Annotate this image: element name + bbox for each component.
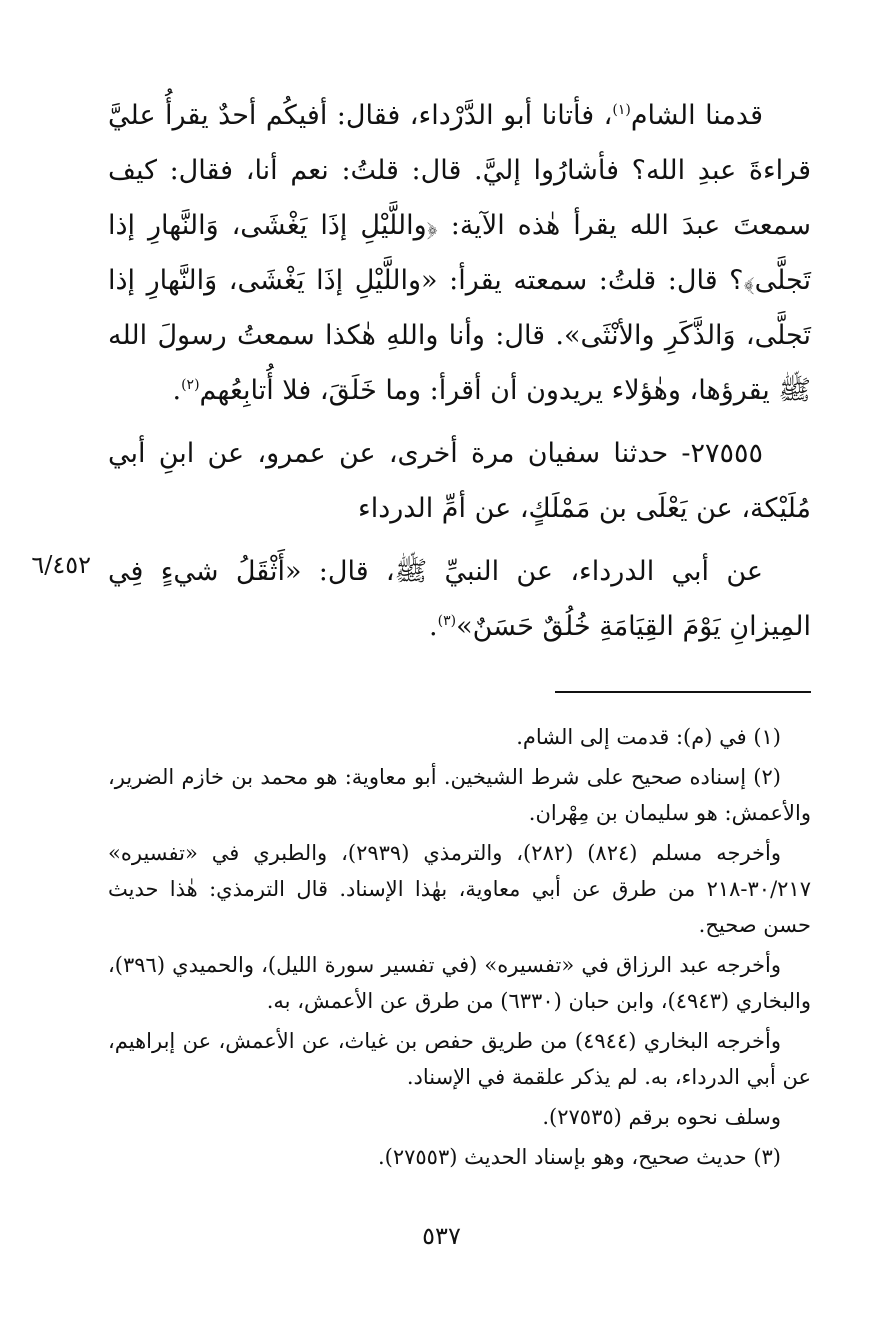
main-text — [108, 88, 811, 654]
footnote-ref-1[interactable]: (١) — [612, 102, 631, 118]
footnote-3 — [108, 1139, 811, 1175]
paragraph-1-text-cont: ، فأتانا أبو الدَّرْداء، فقال: أفيكُم أحدٌ يقرأُ عليَّ قراءةَ عبدِ الله؟ فأشارُوا إليَّ. قال: قلتُ: نعم أنا، فقال: كيف سمعتَ عبدَ الله يقرأ هٰذه الآية: ﴿واللَّيْلِ إذَا يَغْشَى، وَالنَّهارِ إذا تَجلَّى﴾؟ قال: قلتُ: سمعته يقرأ: «واللَّيْلِ إذَا يَغْشَى، وَالنَّهارِ إذا تَجلَّى، وَالذَّكَرِ والأنْثَى». قال: وأنا واللهِ هٰكذا سمعتُ رسولَ الله ﷺ يقرؤها، وهٰؤلاء يريدون أن أقرأ: وما خَلَقَ، فلا أُتابِعُهم — [108, 100, 811, 406]
footnote-2-text-2: وأخرجه مسلم (٨٢٤) (٢٨٢)، والترمذي (٢٩٣٩)، والطبري في «تفسيره» ٣٠/٢١٧-٢١٨ من طرق عن أبي معاوية، بهٰذا الإسناد. قال الترمذي: هٰذا حديث حسن صحيح. — [108, 841, 811, 937]
footnote-2-text-4: وأخرجه البخاري (٤٩٤٤) من طريق حفص بن غياث، عن الأعمش، عن إبراهيم، عن أبي الدرداء، به. لم يذكر علقمة في الإسناد. — [108, 1029, 811, 1089]
footnote-2-paragraph — [108, 1023, 811, 1095]
paragraph-2-text: ٢٧٥٥٥- حدثنا سفيان مرة أخرى، عن عمرو، عن ابنِ أبي مُلَيْكة، عن يَعْلَى بن مَمْلَكٍ، عن أمِّ الدرداء — [108, 438, 811, 524]
footnote-2-paragraph — [108, 1099, 811, 1135]
footnote-ref-3[interactable]: (٣) — [437, 613, 457, 629]
hadith-matn-27555 — [108, 544, 811, 654]
footnote-1-number: (١) — [753, 725, 781, 749]
paragraph-3-text: عن أبي الدرداء، عن النبيِّ ﷺ، قال: «أَثْقَلُ شيءٍ فِي المِيزانِ يَوْمَ القِيَامَةِ خُلُقٌ حَسَنٌ» — [108, 556, 811, 642]
page-number: ٥٣٧ — [422, 1222, 461, 1250]
footnote-2 — [108, 759, 811, 831]
footnote-2-text: إسناده صحيح على شرط الشيخين. أبو معاوية: هو محمد بن خازم الضرير، والأعمش: هو سليمان بن مِهْران. — [108, 765, 811, 825]
footnote-2-text-3: وأخرجه عبد الرزاق في «تفسيره» (في تفسير سورة الليل)، والحميدي (٣٩٦)، والبخاري (٤٩٤٣)، وابن حبان (٦٣٣٠) من طرق عن الأعمش، به. — [108, 953, 811, 1013]
footnote-2-number: (٢) — [753, 765, 781, 789]
hadith-isnad-27555 — [108, 426, 811, 536]
paragraph-1-end: . — [172, 375, 182, 406]
footnote-1 — [108, 719, 811, 755]
margin-reference: ٦/٤٥٢ — [31, 551, 91, 579]
footnote-2-paragraph — [108, 835, 811, 943]
footnote-3-number: (٣) — [753, 1145, 781, 1169]
footnote-divider — [555, 691, 811, 693]
footnotes — [108, 719, 811, 1179]
footnote-2-text-5: وسلف نحوه برقم (٢٧٥٣٥). — [542, 1105, 781, 1129]
footnote-1-text: في (م): قدمت إلى الشام. — [516, 725, 747, 749]
paragraph-3-end: . — [429, 611, 438, 642]
footnote-3-text: حديث صحيح، وهو بإسناد الحديث (٢٧٥٥٣). — [377, 1145, 747, 1169]
footnote-2-paragraph — [108, 947, 811, 1019]
hadith-paragraph-1 — [108, 88, 811, 418]
footnote-ref-2[interactable]: (٢) — [181, 377, 200, 393]
paragraph-1-text: قدمنا الشام — [630, 100, 763, 131]
